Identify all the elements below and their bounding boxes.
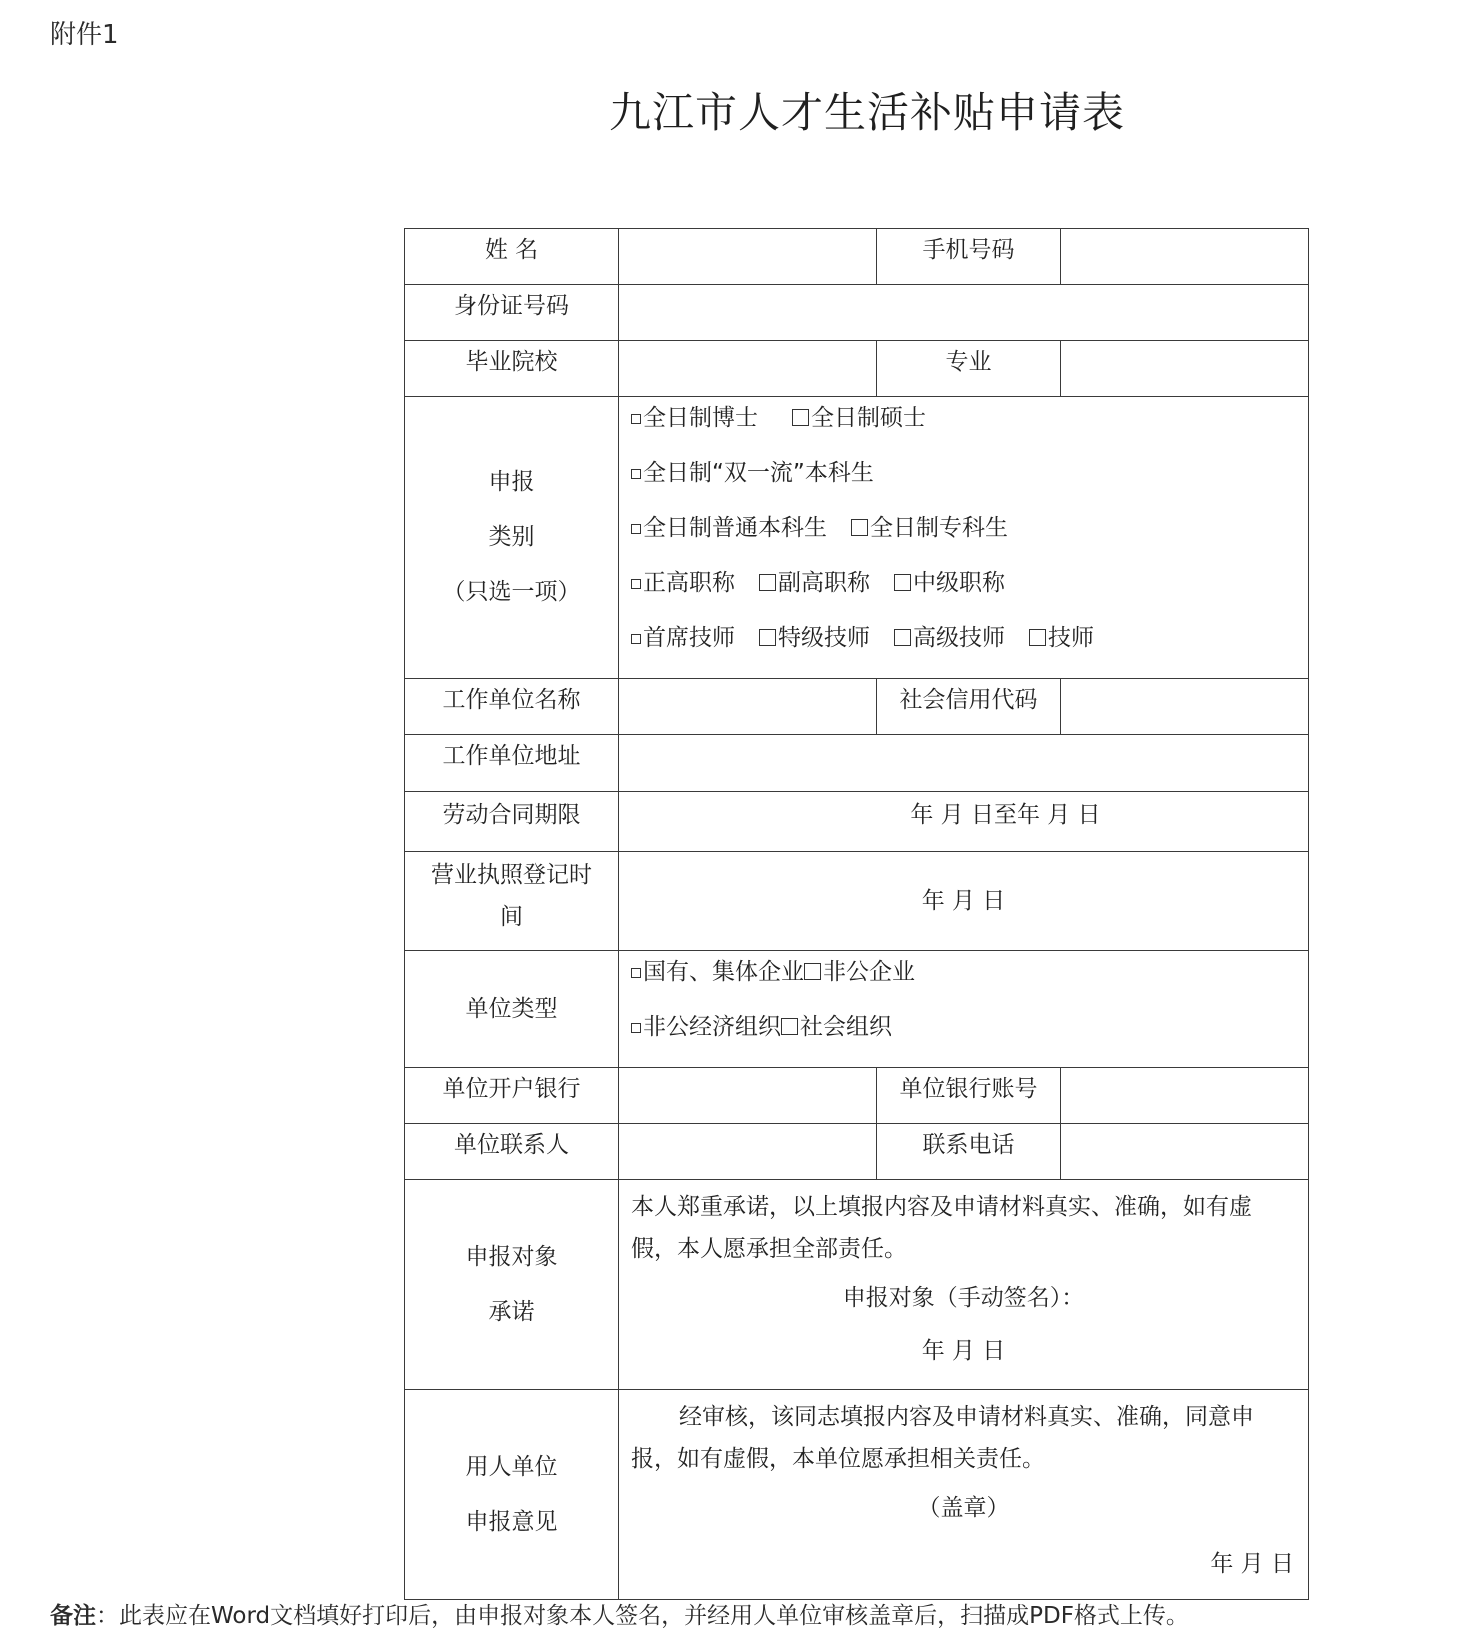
category-option-row: [631, 403, 1296, 458]
promise-text: 本人郑重承诺，以上填报内容及申请材料真实、准确，如有虚假，本人愿承担全部责任。: [631, 1194, 1252, 1262]
checkbox-icon[interactable]: [759, 629, 776, 646]
promise-cell: [619, 1180, 1309, 1390]
opinion-cell: [619, 1390, 1309, 1600]
contract-period-field[interactable]: [619, 792, 1309, 852]
option-non-public-economic-org[interactable]: 非公经济组织: [631, 1012, 781, 1042]
major-label-cell: [877, 341, 1061, 397]
option-regular-undergrad[interactable]: 全日制普通本科生: [631, 513, 827, 543]
contract-label: 劳动合同期限: [442, 802, 581, 828]
option-special-technician[interactable]: 特级技师: [759, 623, 870, 653]
school-field[interactable]: [619, 341, 877, 397]
checkbox-icon[interactable]: [894, 574, 911, 591]
row-employer: [405, 679, 1309, 735]
row-bank: [405, 1068, 1309, 1124]
id-label: 身份证号码: [454, 293, 569, 319]
bank-label-cell: [405, 1068, 619, 1124]
contact-phone-label: 联系电话: [922, 1132, 1015, 1158]
checkbox-icon[interactable]: [894, 629, 911, 646]
option-associate-senior-title[interactable]: 副高职称: [759, 568, 870, 598]
category-label-line-1: 申报: [488, 469, 535, 495]
employer-label: 工作单位名称: [442, 687, 581, 713]
option-technician[interactable]: 技师: [1029, 623, 1094, 653]
promise-label-line-1: 申报对象: [465, 1243, 558, 1270]
row-contact: [405, 1124, 1309, 1180]
category-label-cell: [405, 397, 619, 679]
major-field[interactable]: [1061, 341, 1309, 397]
checkbox-icon[interactable]: [759, 574, 776, 591]
checkbox-icon[interactable]: [1029, 629, 1046, 646]
form-title: 九江市人才生活补贴申请表: [608, 88, 1125, 137]
option-social-org[interactable]: 社会组织: [781, 1012, 892, 1042]
account-label: 单位银行账号: [899, 1076, 1038, 1102]
unit-type-options: [619, 951, 1309, 1068]
employer-address-field[interactable]: [619, 735, 1309, 792]
id-label-cell: [405, 285, 619, 341]
category-option-row: [631, 458, 1296, 513]
unit-type-label-cell: [405, 951, 619, 1068]
opinion-text: 经审核，该同志填报内容及申请材料真实、准确，同意申报，如有虚假，本单位愿承担相关责任。: [631, 1404, 1254, 1472]
phone-label-cell: [877, 229, 1061, 285]
name-field[interactable]: [619, 229, 877, 285]
option-double-first-class[interactable]: 全日制“双一流”本科生: [631, 458, 874, 488]
opinion-label-line-2: 申报意见: [465, 1508, 558, 1535]
row-name-phone: [405, 229, 1309, 285]
category-option-row: [631, 568, 1296, 623]
checkbox-icon[interactable]: [781, 1018, 798, 1035]
checkbox-icon[interactable]: [631, 968, 641, 978]
option-doctor[interactable]: 全日制博士: [631, 403, 758, 433]
promise-label-cell: [405, 1180, 619, 1390]
contact-phone-field[interactable]: [1061, 1124, 1309, 1180]
row-opinion: [405, 1390, 1309, 1600]
option-intermediate-title[interactable]: 中级职称: [894, 568, 1005, 598]
checkbox-icon[interactable]: [804, 963, 821, 980]
footnote: [50, 1597, 1189, 1630]
application-form-table: [404, 228, 1309, 1600]
school-label: 毕业院校: [465, 349, 558, 375]
name-label: 姓 名: [484, 237, 539, 263]
option-chief-technician[interactable]: 首席技师: [631, 623, 735, 653]
id-number-field[interactable]: [619, 285, 1309, 341]
row-category: [405, 397, 1309, 679]
row-promise: [405, 1180, 1309, 1390]
unit-type-option-row: [631, 1012, 1296, 1067]
contract-period-value: 年 月 日至年 月 日: [910, 802, 1101, 828]
employer-address-label: 工作单位地址: [442, 743, 581, 769]
school-label-cell: [405, 341, 619, 397]
account-label-cell: [877, 1068, 1061, 1124]
license-label-line-2: 间: [500, 904, 523, 930]
category-label-line-3: （只选一项）: [442, 579, 581, 605]
row-id: [405, 285, 1309, 341]
category-option-row: [631, 623, 1296, 678]
option-college[interactable]: 全日制专科生: [851, 513, 1008, 543]
phone-field[interactable]: [1061, 229, 1309, 285]
employer-field[interactable]: [619, 679, 877, 735]
checkbox-icon[interactable]: [631, 579, 641, 589]
credit-code-field[interactable]: [1061, 679, 1309, 735]
promise-label-line-2: 承诺: [488, 1298, 535, 1325]
opinion-label-cell: [405, 1390, 619, 1600]
bank-label: 单位开户银行: [442, 1076, 581, 1102]
checkbox-icon[interactable]: [631, 524, 641, 534]
employer-address-label-cell: [405, 735, 619, 792]
promise-signature-line[interactable]: 申报对象（手动签名）：: [842, 1285, 1085, 1311]
row-contract: [405, 792, 1309, 852]
major-label: 专业: [945, 349, 992, 375]
unit-type-label: 单位类型: [465, 996, 558, 1022]
employer-label-cell: [405, 679, 619, 735]
attachment-label: 附件1: [50, 20, 119, 50]
footnote-label: 备注: [50, 1603, 96, 1629]
footnote-text: ：此表应在Word文档填好打印后，由申报对象本人签名，并经用人单位审核盖章后，扫描成PDF格式上传。: [96, 1603, 1189, 1629]
row-license: [405, 852, 1309, 951]
checkbox-icon[interactable]: [631, 634, 641, 644]
row-unit-type: [405, 951, 1309, 1068]
option-master[interactable]: 全日制硕士: [792, 403, 926, 433]
bank-field[interactable]: [619, 1068, 877, 1124]
opinion-date: 年 月 日: [1210, 1551, 1294, 1577]
checkbox-icon[interactable]: [631, 1023, 641, 1033]
contract-label-cell: [405, 792, 619, 852]
contact-field[interactable]: [619, 1124, 877, 1180]
opinion-seal[interactable]: （盖章）: [917, 1495, 1010, 1521]
credit-code-label-cell: [877, 679, 1061, 735]
option-senior-technician[interactable]: 高级技师: [894, 623, 1005, 653]
license-date-field[interactable]: [619, 852, 1309, 951]
contact-phone-label-cell: [877, 1124, 1061, 1180]
account-field[interactable]: [1061, 1068, 1309, 1124]
row-school-major: [405, 341, 1309, 397]
unit-type-option-row: [631, 957, 1296, 1012]
phone-label: 手机号码: [922, 237, 1015, 263]
option-senior-title[interactable]: 正高职称: [631, 568, 735, 598]
checkbox-icon[interactable]: [631, 414, 641, 424]
license-label-cell: [405, 852, 619, 951]
credit-code-label: 社会信用代码: [899, 687, 1038, 713]
checkbox-icon[interactable]: [631, 469, 641, 479]
contact-label-cell: [405, 1124, 619, 1180]
option-non-public-enterprise[interactable]: 非公企业: [804, 957, 915, 987]
checkbox-icon[interactable]: [851, 519, 868, 536]
checkbox-icon[interactable]: [792, 409, 809, 426]
option-state-owned[interactable]: 国有、集体企业: [631, 957, 804, 987]
contact-label: 单位联系人: [454, 1132, 569, 1158]
license-label-line-1: 营业执照登记时: [431, 862, 592, 888]
category-label-line-2: 类别: [488, 524, 535, 550]
category-option-row: [631, 513, 1296, 568]
row-employer-address: [405, 735, 1309, 792]
opinion-label-line-1: 用人单位: [465, 1453, 558, 1480]
name-label-cell: [405, 229, 619, 285]
license-date-value: 年 月 日: [921, 888, 1006, 914]
category-options: [619, 397, 1309, 679]
promise-date: 年 月 日: [921, 1338, 1006, 1364]
